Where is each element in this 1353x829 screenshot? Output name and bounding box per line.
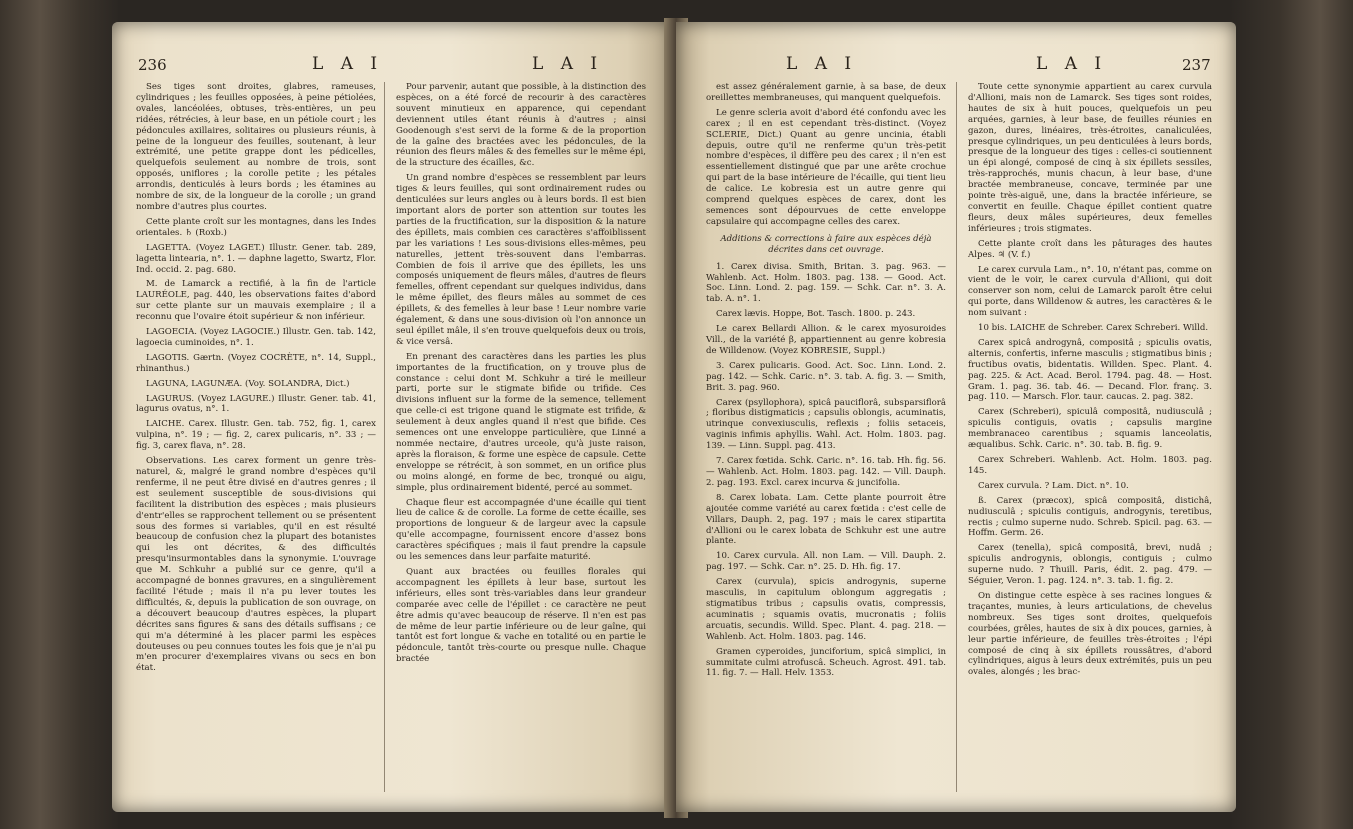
- paragraph: Carex spicâ androgynâ, compositâ ; spiculis ovatis, alternis, confertis, inferne masculis ; stigmatibus binis ; fructibus ovatis, bidentatis. Willden. Spec. Plant. 4. pag. 225. & Act. Acad. Berol. 1794. pag. 48. — Host. Gram. 1. pag. 36. tab. 46. — Decand. Flor. franç. 3. pag. 110. — Marsch. Flor. taur. caucas. 2. pag. 382.: [968, 337, 1212, 403]
- paragraph: Additions & corrections à faire aux espèces déjà décrites dans cet ouvrage.: [720, 233, 932, 255]
- paragraph: Gramen cyperoides, junciforium, spicâ simplici, in summitate culmi atrofuscâ. Scheuch. Agrost. 491. tab. 11. fig. 7. — Hall. Helv. 1353.: [706, 646, 946, 679]
- paragraph: Cette plante croît dans les pâturages des hautes Alpes. ♃ (V. f.): [968, 238, 1212, 260]
- paragraph: Carex (Schreberi), spiculâ compositâ, nudiusculâ ; spiculis contiguis, ovatis ; capsulis margine membranaceo carentibus ; squamis lanceolatis, æqualibus. Schk. Caric. n°. 30. tab. B. fig. 9.: [968, 407, 1212, 451]
- paragraph: Carex (psyllophora), spicâ pauciflorâ, subsparsiflorâ ; floribus distigmaticis ; capsulis oblongis, acuminatis, utrinque convexiusculis, reflexis ; foliis setaceis, vaginis infimis aphyllis. Wahl. Act. Holm. 1803. pag. 139. — Linn. Suppl. pag. 413.: [706, 397, 946, 452]
- paragraph: 8. Carex lobata. Lam. Cette plante pourroit être ajoutée comme variété au carex fœtida : c'est celle de Villars, Dauph. 2, pag. 197 ; mais le carex stipartita d'Allioni ou le carex lobata de Schkuhr est une autre plante.: [706, 492, 946, 547]
- running-head: L A I: [1036, 54, 1108, 74]
- page-number: 237: [1182, 56, 1211, 74]
- paragraph: En prenant des caractères dans les parties les plus importantes de la fructification, on y trouve plus de constance : celui dont M. Schkuhr a tiré le meilleur parti, porte sur le stigmate bifide ou trifide. Ces divisions influent sur la forme de la semence, tellement que celle-ci est trigone quand le stigmate est trifide, & seulement à deux angles quand il n'est que bifide. Ces semences ont une enveloppe particulière, que Linné a nommée nectaire, d'autres urceole, qu'à juste raison, après la floraison, & forme une espèce de capsule. Cette enveloppe se rétrécit, à son sommet, en un orifice plus ou moins alongé, en forme de bec, tronqué ou aigu, simple, plus ordinairement bidenté, percé au sommet.: [396, 351, 646, 493]
- running-head: L A I: [532, 54, 604, 74]
- paragraph: Toute cette synonymie appartient au carex curvula d'Allioni, mais non de Lamarck. Ses tiges sont roides, hautes de six à huit pouces, quelquefois un peu arquées, garnies, à leur base, de feuilles réunies en gazon, dures, linéaires, très-étroites, canaliculées, presque cylindriques, un peu denticulées à leurs bords, presque de la longueur des tiges : celles-ci soutiennent un épi alongé, composé de cinq à six épillets sessiles, très-rapprochés, munis chacun, à leur base, d'une bractée membraneuse, concave, terminée par une pointe très-aiguë, une, dans la bractée inférieure, se convertit en feuille. Chaque épillet contient quatre fleurs, deux mâles supérieures, deux femelles inférieures ; trois stigmates.: [968, 82, 1212, 234]
- paragraph: Le genre scleria avoit d'abord été confondu avec les carex ; il en est cependant très-distinct. (Voyez SCLERIE, Dict.) Quant au genre uncinia, établi depuis, outre qu'il ne renferme qu'un très-petit nombre d'espèces, il diffère peu des carex ; il n'en est essentiellement distingué que par une arête crochue qui part de la base intérieure de l'écaille, qui tient lieu de calice. Le kobresia est un autre genre qui comprend quelques espèces de carex, dont les semences sont dépourvues de cette enveloppe capsulaire qui accompagne celles des carex.: [706, 107, 946, 227]
- paragraph: Pour parvenir, autant que possible, à la distinction des espèces, on a été forcé de recourir à des caractères souvent minutieux en apparence, qui cependant deviennent utiles étant réunis à d'autres ; ainsi Goodenough s'est servi de la forme & de la proportion de la gaîne des bractées avec les pédoncules, de la réunion des fleurs mâles & des femelles sur le même épi, de la structure des écailles, &c.: [396, 82, 646, 169]
- paragraph: Carex Schreberi. Wahlenb. Act. Holm. 1803. pag. 145.: [968, 455, 1212, 476]
- column-rule: [956, 82, 957, 792]
- paragraph: est assez généralement garnie, à sa base, de deux oreillettes membraneuses, qui manquent quelquefois.: [706, 82, 946, 103]
- paragraph: ß. Carex (præcox), spicâ compositâ, distichâ, nudiusculâ ; spiculis contiguis, androgynis, teretibus, rectis ; culmo superne nudo. Schreb. Spicil. pag. 63. — Hoffm. Germ. 26.: [968, 495, 1212, 539]
- paragraph: LAGETTA. (Voyez LAGET.) Illustr. Gener. tab. 289, lagetta lintearia, n°. 1. — daphne lagetto, Swartz, Flor. Ind. occid. 2. pag. 680.: [136, 242, 376, 275]
- paragraph: LAGOECIA. (Voyez LAGOCIE.) Illustr. Gen. tab. 142, lagoecia cuminoides, n°. 1.: [136, 327, 376, 348]
- paragraph: Un grand nombre d'espèces se ressemblent par leurs tiges & leurs feuilles, qui sont ordinairement rudes ou denticulées sur leurs angles ou à leurs bords. Il est bien important alors de porter son attention sur toutes les parties de la fructification, sur la disposition & la nature des épillets, mais combien ces caractères s'affoiblissent par les variations ! Les sous-divisions elles-mêmes, peu naturelles, jettent très-souvent dans l'embarras. Combien de fois il arrive que des épillets, les uns composés uniquement de fleurs mâles, d'autres de fleurs femelles, offrent cependant sur quelques individus, dans le même épillet, des fleurs mâles au sommet de ces épillets, & des femelles à leur base ! Leur nombre varie également, & dans une sous-division où l'on annonce un seul épillet mâle, il s'en trouve quelquefois deux ou trois, & vice versâ.: [396, 173, 646, 347]
- paragraph: 10 bis. LAICHE de Schreber. Carex Schreberi. Willd.: [978, 323, 1209, 334]
- text-column-2: [396, 82, 646, 669]
- paragraph: 3. Carex pulicaris. Good. Act. Soc. Linn. Lond. 2. pag. 142. — Schk. Caric. n°. 3. tab. A. fig. 3. — Smith, Brit. 3. pag. 960.: [706, 360, 946, 393]
- paragraph: LAGUNA, LAGUNÆA. (Voy. SOLANDRA, Dict.): [146, 378, 350, 389]
- paragraph: Carex lævis. Hoppe, Bot. Tasch. 1800. p. 243.: [716, 309, 916, 320]
- paragraph: 1. Carex divisa. Smith, Britan. 3. pag. 963. — Wahlenb. Act. Holm. 1803. pag. 138. — Good. Act. Soc. Linn. Lond. 2. pag. 159. — Schk. Car. n°. 3. A. tab. A. n°. 1.: [706, 261, 946, 305]
- left-page: [112, 22, 672, 812]
- text-column-1: [136, 82, 376, 678]
- paragraph: Le carex curvula Lam., n°. 10, n'étant pas, comme on vient de le voir, le carex curvula d'Allioni, qui doit conserver son nom, celui de Lamarck paroît être celui qui porte, dans Willdenow & autres, les caractères & le nom suivant :: [968, 264, 1212, 319]
- paragraph: 10. Carex curvula. All. non Lam. — Vill. Dauph. 2. pag. 197. — Schk. Car. n°. 25. D. Hh. fig. 17.: [706, 551, 946, 573]
- paragraph: LAGURUS. (Voyez LAGURE.) Illustr. Gener. tab. 41, lagurus ovatus, n°. 1.: [136, 393, 376, 415]
- paragraph: LAICHE. Carex. Illustr. Gen. tab. 752, fig. 1, carex vulpina, n°. 19 ; — fig. 2, carex pulicaris, n°. 33 ; — fig. 3, carex flava, n°. 28.: [136, 419, 376, 452]
- paragraph: Le carex Bellardi Allion. & le carex myosuroides Vill., de la variété β, appartiennent au genre kobresia de Willdenow. (Voyez KOBRESIE, Suppl.): [706, 324, 946, 356]
- page-number: 236: [138, 56, 167, 74]
- paragraph: M. de Lamarck a rectifié, à la fin de l'article LAURÉOLE, pag. 440, les observations faites d'abord sur cette plante sur un mauvais exemplaire ; il a reconnu que l'ovaire étoit supérieur & non inférieur.: [136, 279, 376, 323]
- paragraph: On distingue cette espèce à ses racines longues & traçantes, munies, à leurs articulations, de chevelus nombreux. Ses tiges sont droites, quelquefois courbées, grêles, hautes de six à dix pouces, garnies, à leur partie inférieure, de feuilles très-étroites ; l'épi composé de cinq à six épillets roussâtres, d'abord cylindriques, aigus à leurs deux extrémités, puis un peu ovales, alongés ; les brac-: [968, 590, 1213, 678]
- paragraph: Ses tiges sont droites, glabres, rameuses, cylindriques ; les feuilles opposées, à peine pétiolées, ovales, lancéolées, obtuses, très-entières, un peu ridées, rétrécies, à leur base, en un pétiole court ; les pédoncules axillaires, solitaires ou plusieurs réunis, à peine de la longueur des feuilles, soutenant, à leur extrémité, une petite grappe dont les pédicelles, quelquefois seulement au nombre de trois, sont opposés, uniflores ; la corolle petite ; les pétales arrondis, denticulés à leurs bords ; les étamines au nombre de six, de la longueur de la corolle ; un grand nombre d'autres plus courtes.: [136, 82, 376, 212]
- text-column-2: [968, 82, 1212, 682]
- paragraph: Carex curvula. ? Lam. Dict. n°. 10.: [978, 480, 1129, 491]
- paragraph: Carex (curvula), spicis androgynis, superne masculis, in capitulum oblongum aggregatis ; stigmatibus tribus ; capsulis ovatis, compressis, acuminatis ; squamis ovatis, mucronatis ; foliis arcuatis, secundis. Willd. Spec. Plant. 4. pag. 218. — Wahlenb. Act. Holm. 1803. pag. 146.: [706, 577, 946, 642]
- text-column-1: [706, 82, 946, 683]
- paragraph: Observations. Les carex forment un genre très-naturel, &, malgré le grand nombre d'espèces qu'il renferme, il ne peut être divisé en d'autres genres ; il est seulement susceptible de sous-divisions qui facilitent la distribution des espèces ; mais plusieurs d'entr'elles se rapprochent tellement ou se présentent sous des formes si variables, qu'il en est résulté beaucoup de confusion chez la plupart des botanistes qui les ont décrites, & des difficultés presqu'insurmontables dans la synonymie. L'ouvrage que M. Schkuhr a publié sur ce genre, qu'il a accompagné de bonnes gravures, en a singulièrement facilité l'étude ; mais il n'a pu lever toutes les difficultés, &, depuis la publication de son ouvrage, on a découvert beaucoup d'autres espèces, la plupart décrites sans figures & sans des détails suffisans ; ce qui m'a déterminé à les placer parmi les espèces douteuses ou peu connues toutes les fois que je n'ai pu m'en procurer d'exemplaires vivans ou secs en bon état.: [136, 456, 376, 674]
- right-page: [676, 22, 1236, 812]
- paragraph: Chaque fleur est accompagnée d'une écaille qui tient lieu de calice & de corolle. La forme de cette écaille, ses proportions de longueur & de largeur avec la capsule qu'elle accompagne, fournissent encore d'assez bons caractères spécifiques ; mais il faut prendre la capsule ou les semences dans leur parfaite maturité.: [396, 497, 646, 563]
- paragraph: Cette plante croît sur les montagnes, dans les Indes orientales. ♄ (Roxb.): [136, 216, 376, 238]
- paragraph: Quant aux bractées ou feuilles florales qui accompagnent les épillets à leur base, surtout les inférieurs, elles sont très-variables dans leur grandeur comparée avec celle de l'épillet : ce caractère ne peut être admis qu'avec beaucoup de réserve. Il n'en est pas de même de leur partie inférieure ou de leur gaîne, qui tantôt est fort longue & vache en totalité ou en partie le pédoncule, tantôt très-courte ou presque nulle. Chaque bractée: [396, 566, 646, 665]
- paragraph: LAGOTIS. Gærtn. (Voyez COCRÈTE, n°. 14, Suppl., rhinanthus.): [136, 352, 376, 374]
- paragraph: 7. Carex fœtida. Schk. Caric. n°. 16. tab. Hh. fig. 56. — Wahlenb. Act. Holm. 1803. pag. 142. — Vill. Dauph. 2. pag. 193. Excl. carex incurva & juncifolia.: [706, 456, 946, 488]
- running-head: L A I: [312, 54, 384, 74]
- column-rule: [384, 82, 385, 792]
- running-head: L A I: [786, 54, 858, 74]
- paragraph: Carex (tenella), spicâ compositâ, brevi, nudâ ; spiculis androgynis, oblongis, contiguis ; culmo superne nudo. ? Thuill. Paris, édit. 2. pag. 479. — Séguier, Veron. 1. pag. 124. n°. 3. tab. 1. fig. 2.: [968, 543, 1212, 587]
